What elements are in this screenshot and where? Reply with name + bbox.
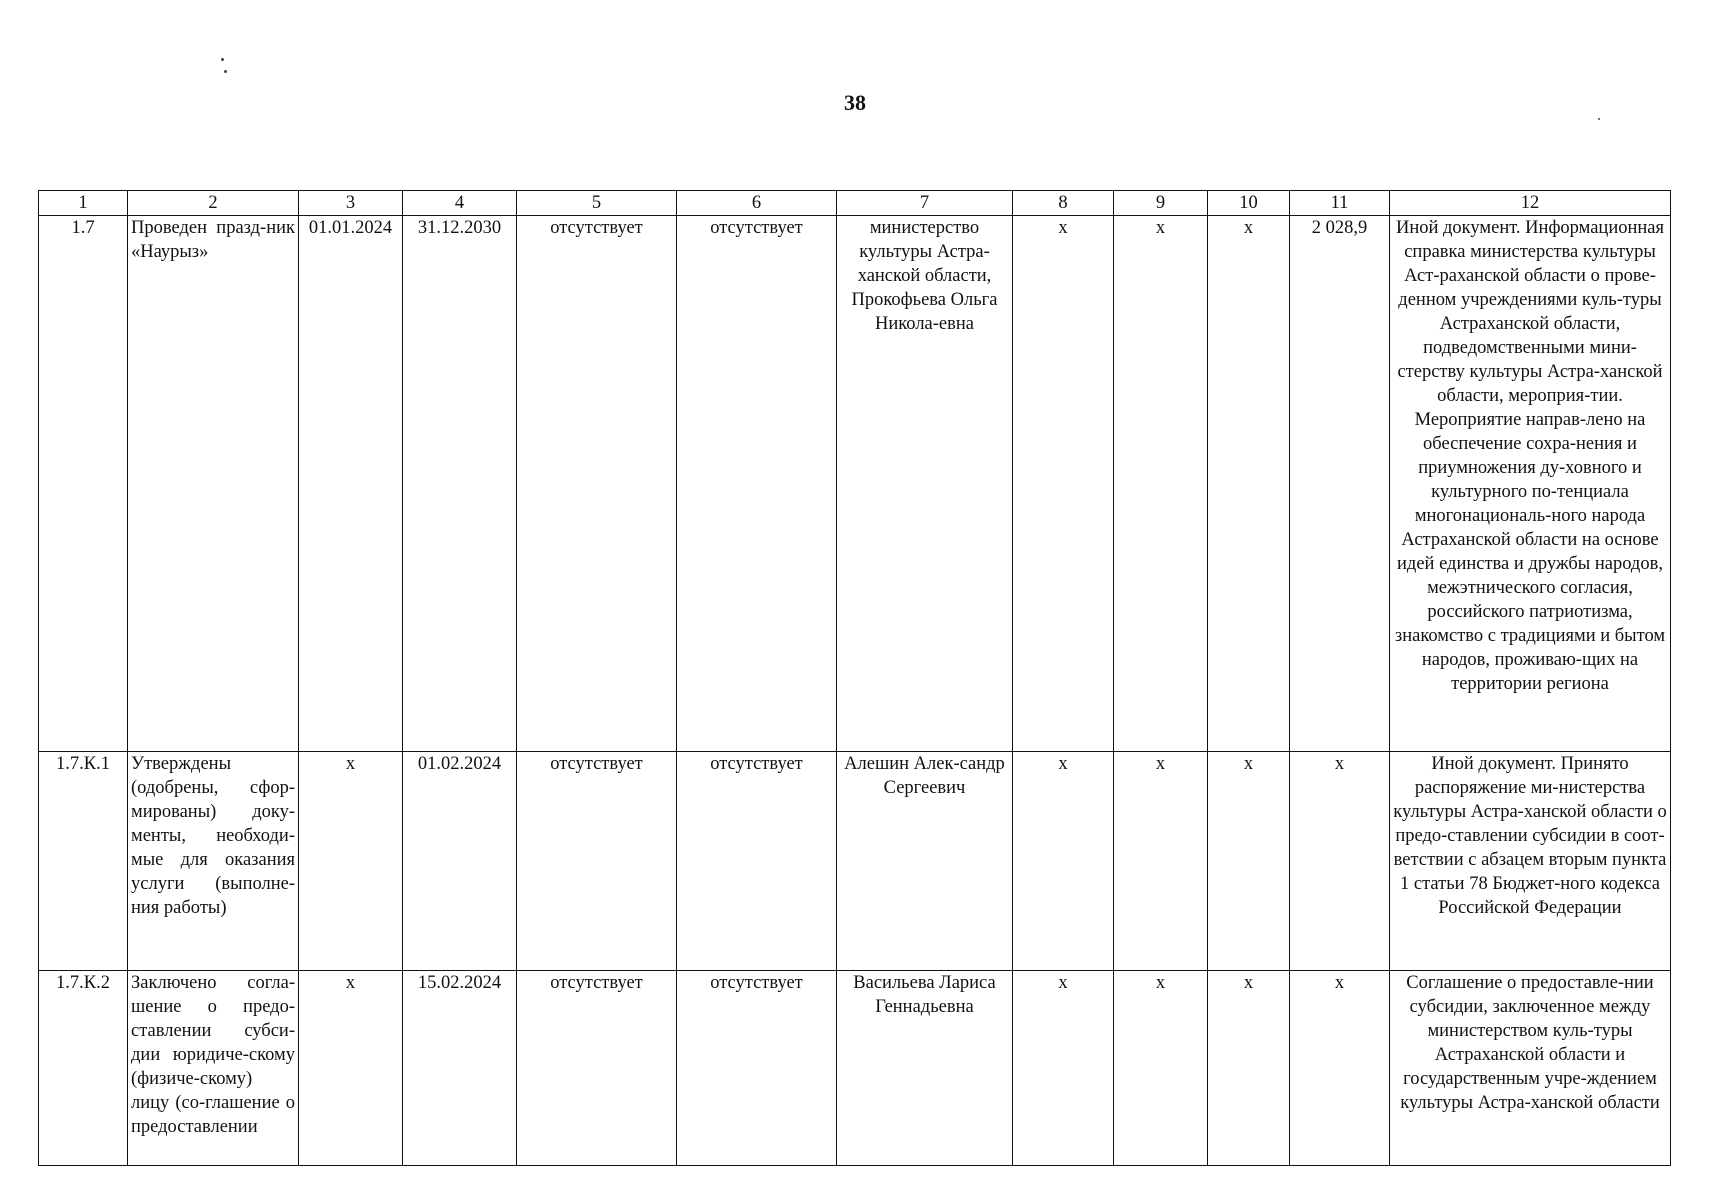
- column-8-value: х: [1013, 752, 1114, 971]
- end-date: 01.02.2024: [403, 752, 517, 971]
- event-name: Утверждены (одобрены, сфор-мированы) доку-менты, необходи-мые для оказания услуги (выполне-ния работы): [128, 752, 299, 971]
- column-6-value: отсутствует: [677, 216, 837, 752]
- column-5-value: отсутствует: [517, 971, 677, 1166]
- end-date: 15.02.2024: [403, 971, 517, 1166]
- responsible-person: Алешин Алек-сандр Сергеевич: [837, 752, 1013, 971]
- column-5-value: отсутствует: [517, 216, 677, 752]
- column-5-value: отсутствует: [517, 752, 677, 971]
- document-description: Иной документ. Принято распоряжение ми-нистерства культуры Астра-ханской области о предо-ставлении субсидии в соот-ветствии с абзацем вторым пункта 1 статьи 78 Бюджет-ного кодекса Российской Федерации: [1390, 752, 1671, 971]
- column-9-value: х: [1114, 752, 1208, 971]
- funding-amount: х: [1290, 971, 1390, 1166]
- column-9-value: х: [1114, 216, 1208, 752]
- table-row: [39, 216, 1671, 752]
- column-header: 6: [677, 191, 837, 216]
- column-6-value: отсутствует: [677, 971, 837, 1166]
- start-date: х: [299, 971, 403, 1166]
- funding-amount: 2 028,9: [1290, 216, 1390, 752]
- start-date: х: [299, 752, 403, 971]
- column-header: 3: [299, 191, 403, 216]
- column-8-value: х: [1013, 971, 1114, 1166]
- column-header: 2: [128, 191, 299, 216]
- scan-speck: [1598, 118, 1600, 120]
- column-header: 1: [39, 191, 128, 216]
- event-name: Проведен празд-ник «Наурыз»: [128, 216, 299, 752]
- column-header: 11: [1290, 191, 1390, 216]
- row-number: 1.7.К.2: [39, 971, 128, 1166]
- table-row: [39, 971, 1671, 1166]
- scan-speck: [224, 70, 227, 73]
- document-description: Иной документ. Информационная справка министерства культуры Аст-раханской области о прове-денном учреждениями куль-туры Астраханской области, подведомственными мини-стерству культуры Астра-ханской области, мероприя-тии. Мероприятие направ-лено на обеспечение сохра-нения и приумножения ду-ховного и культурного по-тенциала многонациональ-ного народа Астраханской области на основе идей единства и дружбы народов, межэтнического согласия, российского патриотизма, знакомство с традициями и бытом народов, проживаю-щих на территории региона: [1390, 216, 1671, 752]
- table-row: [39, 752, 1671, 971]
- column-10-value: х: [1208, 752, 1290, 971]
- column-8-value: х: [1013, 216, 1114, 752]
- column-header: 4: [403, 191, 517, 216]
- scan-speck: [221, 58, 224, 61]
- responsible-person: Васильева Лариса Геннадьевна: [837, 971, 1013, 1166]
- column-header: 9: [1114, 191, 1208, 216]
- column-header: 7: [837, 191, 1013, 216]
- responsible-person: министерство культуры Астра-ханской области, Прокофьева Ольга Никола-евна: [837, 216, 1013, 752]
- column-header: 12: [1390, 191, 1671, 216]
- plan-table: [38, 190, 1671, 1166]
- row-number: 1.7.К.1: [39, 752, 128, 971]
- row-number: 1.7: [39, 216, 128, 752]
- column-6-value: отсутствует: [677, 752, 837, 971]
- column-header: 8: [1013, 191, 1114, 216]
- column-10-value: х: [1208, 216, 1290, 752]
- header-row: [39, 191, 1671, 216]
- event-name: Заключено согла-шение о предо-ставлении субси-дии юридиче-скому (физиче-скому) лицу (со-глашение о предоставлении: [128, 971, 299, 1166]
- end-date: 31.12.2030: [403, 216, 517, 752]
- start-date: 01.01.2024: [299, 216, 403, 752]
- page-number: 38: [844, 90, 866, 115]
- funding-amount: х: [1290, 752, 1390, 971]
- column-header: 5: [517, 191, 677, 216]
- column-10-value: х: [1208, 971, 1290, 1166]
- column-9-value: х: [1114, 971, 1208, 1166]
- column-header: 10: [1208, 191, 1290, 216]
- document-description: Соглашение о предоставле-нии субсидии, заключенное между министерством куль-туры Астраханской области и государственным учре-ждением культуры Астра-ханской области: [1390, 971, 1671, 1166]
